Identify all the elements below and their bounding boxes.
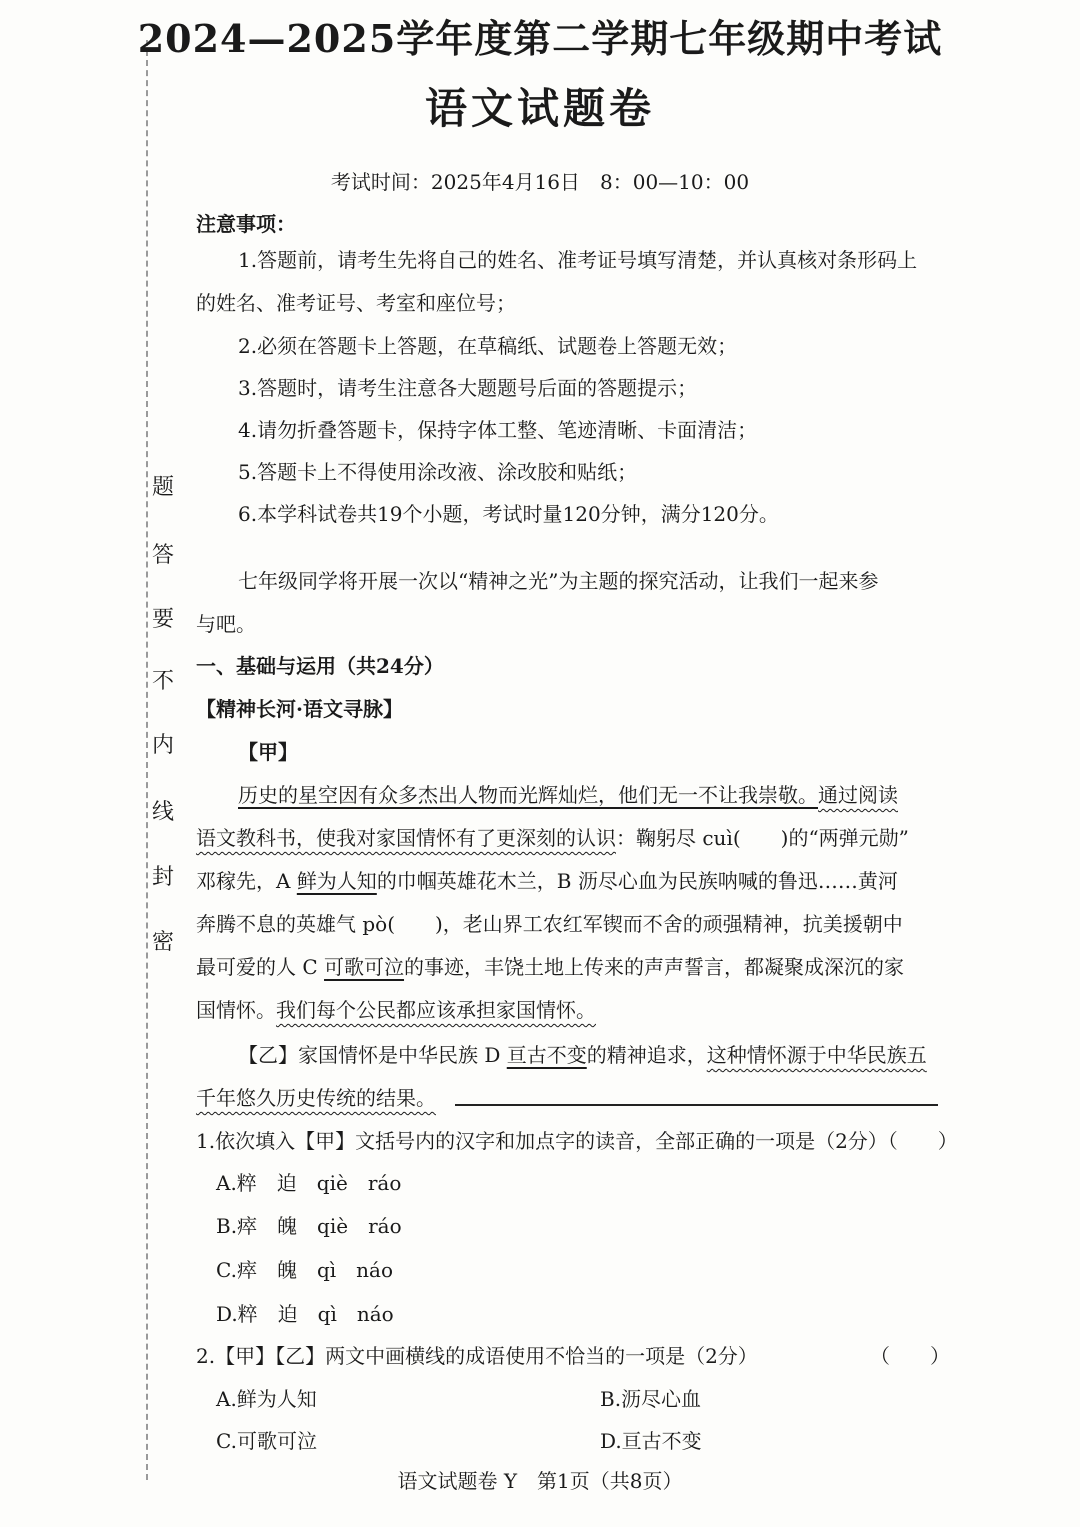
question-2-answer-bracket[interactable]: （ ） (870, 1344, 950, 1368)
passage-text: ：鞠躬尽 cuì( )的“两弹元勋” (616, 826, 909, 850)
seal-char: 内 (151, 733, 174, 758)
exam-subtitle: 语文试题卷 (424, 84, 655, 133)
notice-item: 的姓名、准考证号、考室和座位号； (196, 291, 516, 315)
seal-char: 答 (151, 543, 174, 568)
question-1-option-c[interactable]: C.瘁 魄 qì náo (216, 1258, 393, 1282)
seal-char: 封 (151, 865, 174, 890)
seal-char: 密 (151, 930, 174, 955)
notice-item: 3.答题时，请考生注意各大题题号后面的答题提示； (238, 376, 698, 400)
passage-line (196, 951, 904, 980)
passage-text: 的精神追求， (586, 1043, 707, 1067)
idiom-underline: 亘古不变 (506, 1043, 587, 1067)
question-1-option-d[interactable]: D.粹 迫 qì náo (216, 1302, 394, 1326)
notice-item: 5.答题卡上不得使用涂改液、涂改胶和贴纸； (238, 460, 638, 484)
question-2-option-d[interactable]: D.亘古不变 (600, 1429, 702, 1453)
intro-text: 与吧。 (196, 612, 256, 636)
question-1-option-b[interactable]: B.瘁 魄 qiè ráo (216, 1214, 402, 1238)
wavy-sentence: 这种情怀源于中华民族五 (706, 1043, 927, 1067)
question-1-option-a[interactable]: A.粹 迫 qiè ráo (216, 1171, 402, 1195)
idiom-underline: 可歌可泣 (324, 955, 405, 979)
page-footer: 语文试题卷 Y 第1页（共8页） (397, 1469, 683, 1493)
wavy-sentence: 通过阅读 (818, 783, 898, 807)
passage-line (238, 779, 898, 808)
passage-line (238, 1039, 927, 1068)
section-subheading: 【精神长河·语文寻脉】 (196, 697, 403, 721)
section-heading: 一、基础与运用（共24分） (196, 654, 444, 678)
seal-char: 要 (151, 607, 174, 632)
passage-text: 邓稼先，A (196, 869, 297, 893)
underlined-sentence: 历史的星空因有众多杰出人物而光辉灿烂，他们无一不让我崇敬。 (238, 783, 818, 807)
passage-line (196, 865, 898, 894)
idiom-underline: 鲜为人知 (296, 869, 377, 893)
question-2-option-a[interactable]: A.鲜为人知 (216, 1387, 317, 1411)
intro-text: 七年级同学将开展一次以“精神之光”为主题的探究活动，让我们一起来参 (238, 569, 879, 593)
answer-line[interactable] (455, 1104, 938, 1106)
seal-char: 不 (151, 669, 174, 694)
passage-text: 【乙】家国情怀是中华民族 D (238, 1043, 507, 1067)
notice-item: 2.必须在答题卡上答题，在草稿纸、试题卷上答题无效； (238, 334, 738, 358)
passage-line (196, 994, 596, 1023)
passage-text: 国情怀。 (196, 998, 276, 1022)
seal-char: 线 (151, 800, 174, 825)
exam-time: 考试时间：2025年4月16日 8：00—10：00 (330, 170, 750, 194)
passage-line (196, 1082, 436, 1111)
passage-text: 的事迹，丰饶土地上传来的声声誓言，都凝聚成深沉的家 (404, 955, 905, 979)
notice-item: 6.本学科试卷共19个小题，考试时量120分钟，满分120分。 (238, 502, 779, 526)
passage-line: 奔腾不息的英雄气 pò( )，老山界工农红军锲而不舍的顽强精神，抗美援朝中 (196, 912, 903, 936)
question-2-option-b[interactable]: B.沥尽心血 (600, 1387, 702, 1411)
binding-dashed-line (146, 40, 148, 1480)
passage-text: 的巾帼英雄花木兰，B 沥尽心血为民族呐喊的鲁迅……黄河 (376, 869, 898, 893)
seal-char: 题 (151, 475, 174, 500)
passage-text: 最可爱的人 C (196, 955, 325, 979)
passage-line (196, 822, 909, 851)
notice-item: 1.答题前，请考生先将自己的姓名、准考证号填写清楚，并认真核对条形码上 (238, 248, 918, 272)
wavy-sentence: 我们每个公民都应该承担家国情怀。 (276, 998, 596, 1022)
wavy-sentence: 千年悠久历史传统的结果。 (196, 1086, 436, 1110)
wavy-sentence: 语文教科书，使我对家国情怀有了更深刻的认识 (196, 826, 616, 850)
notice-heading: 注意事项： (196, 212, 296, 236)
question-2-option-c[interactable]: C.可歌可泣 (216, 1429, 317, 1453)
question-2-stem: 2.【甲】【乙】两文中画横线的成语使用不恰当的一项是（2分） (196, 1344, 758, 1368)
question-1-stem: 1.依次填入【甲】文括号内的汉字和加点字的读音，全部正确的一项是（2分）（ ） (196, 1129, 958, 1153)
notice-item: 4.请勿折叠答题卡，保持字体工整、笔迹清晰、卡面清洁； (238, 418, 758, 442)
exam-title: 2024—2025学年度第二学期七年级期中考试 (137, 16, 943, 61)
passage-label-jia: 【甲】 (238, 740, 298, 764)
